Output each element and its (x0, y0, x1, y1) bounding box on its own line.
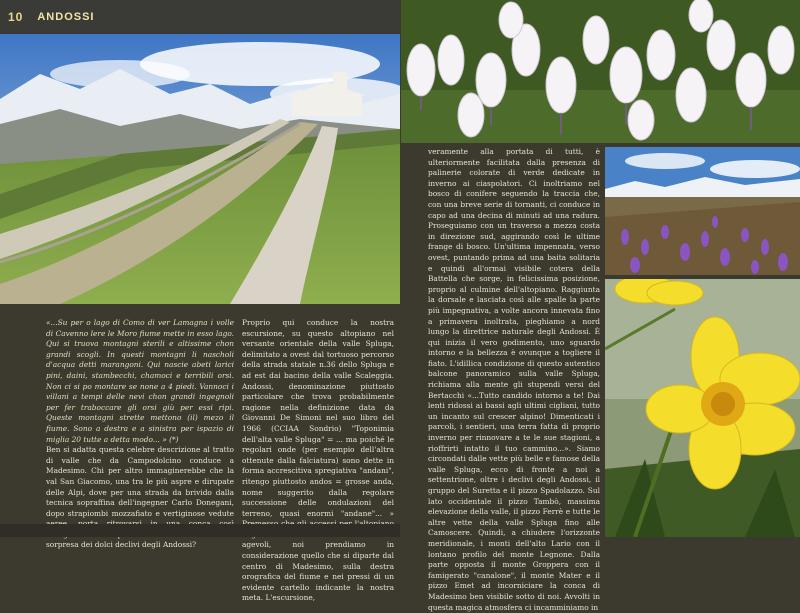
middle-text: Proprio qui conduce la nostra escursione, su questo altopiano nel versante orientale della valle Spluga, delimitato a ovest dal tortuoso percorso della strada statale n.36 dello Spluga e ad est dai bacino della valle Scaleggia. Andossi, denominazione piuttosto particolare che trova probabilmente ragione nella definizione data da Giovanni De Simoni nel suo libro del 1966 (CCIAA Sondrio) "Toponimia dell'alta valle Spluga" = ... ma poiché le regolari onde (per esempio dell'altra ottenute dalla falciatura) sono dette in forma accrescitiva spregiativa "andani", ritengo piuttosto andos = grosse anda, nome suggerito dalla regolare successione delle ondulazioni del terreno, quasi enormi "andane"... » agevoli, noi prendiamo in considerazione quello che si diparte dal centro di Madesimo, sulla destra orografica del fiume e nei pressi di un evidente cartello indicante la nostra meta. L'escursione, (242, 318, 394, 603)
purple-crocus-photo (605, 147, 800, 275)
section-title: ANDOSSI (37, 11, 95, 23)
right-column (428, 147, 600, 613)
intro-quote: «...Su per o lago di Como di ver Lamagna i volle di Cavenno lere le Moro fiume mette in esso lago. Qui si truova montagni sterili e altissime chon grandi scogli. In questi montagni li nascholi d'acqua detti marangoni. Qui nascie abeti larici pini, daini, stambecchi, chamoci e terribili orsi. Non ci si po montare se none a 4 piedi. Vannoci i villani a tempi delle nevi chon grandi ingegnoli per fer traboccare gli orsi giù per essi ripi. Queste montagni strette mettono (il) mezo il fiume. Sono a destra e a sinistra per ispazio di miglia 20 tutte a detta modo... » (*) (46, 318, 234, 444)
intro-body: Ben si adatta questa celebre descrizione al tratto di valle che da Campodolcino conduce a Madesimo. Chi per altro immaginerebbe che la val San Giacomo, una tra le più aspre e dirupate delle Alpi, dove per una strada da brivido dalla tecnica sopraffina dell'ingegner Carlo Donegani, dopo strapiombi mozzafiato e vertiginose vedute sorpresa dei dolci declivi degli Andossi? (46, 445, 234, 550)
white-crocus-photo (401, 0, 800, 143)
yellow-flower-photo (605, 279, 800, 537)
middle-column (242, 318, 394, 604)
alpine-path-photo (0, 34, 400, 304)
page-number: 10 (8, 10, 24, 24)
right-text: veramente alla portata di tutti, è ulteriormente facilitata dalla presenza di palinerie colorate di verde dedicate in inverno ai ciaspolatori. Ci inoltriamo nel bosco di conifere seguendo la traccia che, con una breve serie di tornanti, ci conduce in capo ad una decina di minuti ad una radura. Proseguiamo con un traverso a mezza costa in direzione sud, aggirando così le ultime frange di bosco. Un'ultima impennata, verso ovest, puntando prima ad una baita solitaria e quindi all'ormai visibile cotera della Battella che sorge, in felicissima posizione, proprio al culmine dell'altopiano. Raggiunta la dorsale e lasciata così alle spalle la parte più impegnativa, a volte ancora innevata fino a primavera inoltrata, pieghiamo a nord lungo la direttrice naturale degli Andossi. È qui inizia il vero godimento, uno sguardo intorno e la bellezza è ovunque a togliere il fiato. L'idillica condizione di questo autentico balcone panoramico sulla valle Spluga, richiama alla mente gli stupendi versi del Bertacchi «...Tutto candido intorno a te! Dai lenti ridossi ai bassi agli ultimi cigliani, tutto un incanto sul crescer alpino! Dimenticati i parcoli, i sentieri, una terra fatta di proprio inverno per rinnovare a te le sue stagioni, a rioffrirti intatto il tuo cammino...». Siamo circondati dalle vette più belle e famose della valle Spluga, ecco di fronte a noi a settentrione, oltre i declivi degli Andossi, il gruppo del Suretta e il pizzo Spadolazzo. Sul lato occidentale il pizzo Tambò, massima elevazione della valle, il pizzo Ferrè e tutte le altre vette della valle Spluga fino alle Camoscere. Quindi, a chiudere l'orizzonte meridionale, i monti dell'alto Lario con il lontano profilo del monte Legnone. Dalla parte opposta il monte Groppera con il famigerato "canalone", il monte Mater e il pizzo Emet ad incorniciare la conca di Madesimo ben visibile sotto di noi. Avvolti in questa magica atmosfera ci incamminiamo in (428, 147, 600, 612)
footer-bar (0, 524, 400, 537)
page-header (0, 0, 400, 34)
intro-column (46, 318, 234, 551)
